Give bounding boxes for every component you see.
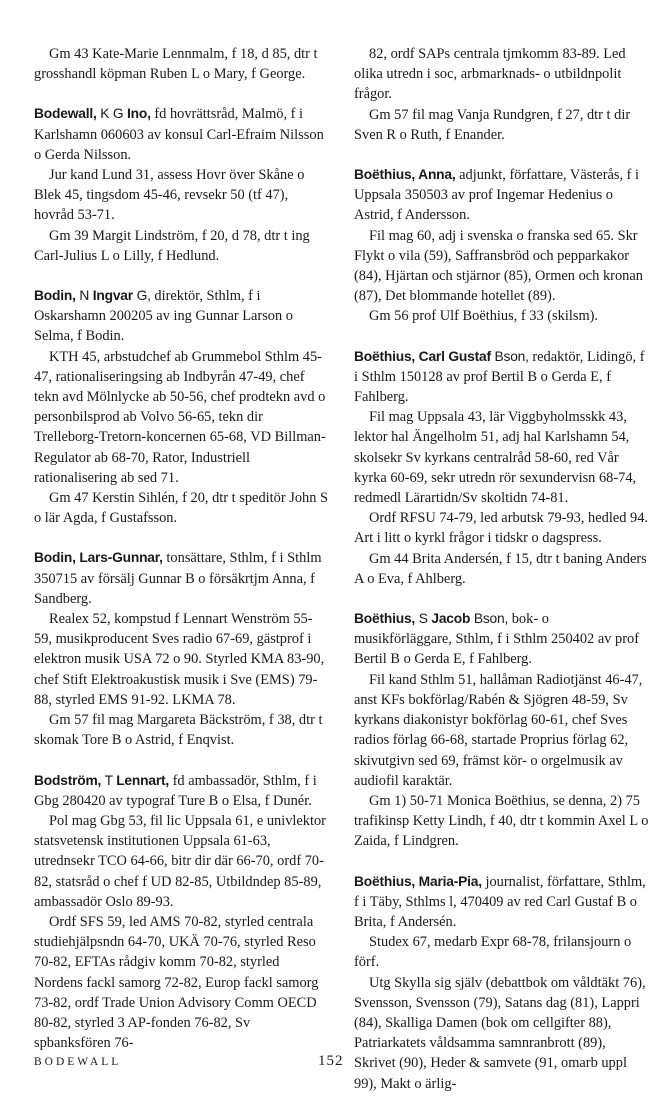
entry-paragraph: Gm 43 Kate-Marie Lennmalm, f 18, d 85, dtr t grosshandl köpman Ruben L o Mary, f George. (34, 46, 318, 83)
headword (354, 611, 508, 626)
entry-paragraph: Utg Skylla sig själv (debattbok om våldtäkt 76), Svensson, Svensson (79), Satans dag (81), Lappri (84), Skalliga Damen (bok om cellgifter 88), Patriarkatets våldsamma samnranbrott (89), Skrivet (90), Heder & samvete (91, omarb uppl 99), Makt o ärlig- (354, 974, 646, 1092)
headword-part: Boëthius, Anna, (354, 167, 456, 183)
entry-paragraph: Gm 44 Brita Andersén, f 15, dtr t baning Anders A o Eva, f Ahlberg. (354, 550, 647, 587)
entry-paragraph: 82, ordf SAPs centrala tjmkomm 83-89. Led olika utredn i soc, arbmarknads- o utbildnpolit frågor. (354, 46, 626, 103)
entry-heading-paragraph (34, 104, 330, 165)
headword-part: N (75, 288, 93, 304)
headword-part: S (415, 611, 432, 627)
entry-heading-paragraph (354, 165, 650, 226)
entry-paragraph: Realex 52, kompstud f Lennart Wenström 55-59, musikproducent Sves radio 67-69, gästprof i elektron musik USA 72 o 90. Styrled KMA 83-90, chef Stift Elektroakustisk musik i Sve (EMS) 79-88, styrled EMS 91-92. LKMA 78. (34, 611, 325, 708)
entry-boethius-maria-pia (354, 872, 650, 1094)
running-head: BODEWALL (34, 1056, 122, 1068)
entry-paragraph: Gm 1) 50-71 Monica Boëthius, se denna, 2) 75 trafikinsp Ketty Lindh, f 40, dtr t kommin Axel L o Zaida, f Lindgren. (354, 792, 649, 850)
entry-intro: direktör, Sthlm, f i Oskarshamn 200205 av ing Gunnar Larson o Selma, f Bodin. (34, 288, 293, 345)
headword-part: T (101, 772, 117, 788)
right-column (354, 44, 650, 1114)
headword-part: Bodin, (34, 288, 76, 304)
headword (34, 106, 151, 121)
headword-part: Bson, (490, 348, 529, 364)
entry-bodewall (34, 104, 330, 266)
headword-part: Bson, (470, 611, 509, 627)
entry-heading-paragraph (354, 347, 650, 408)
entry-paragraph: Studex 67, medarb Expr 68-78, frilansjourn o förf. (354, 934, 632, 971)
entry-bodstrom (34, 771, 330, 1054)
entry-paragraph: Gm 39 Margit Lindström, f 20, d 78, dtr t ing Carl-Julius L o Lilly, f Hedlund. (34, 227, 310, 264)
entry-paragraph: Jur kand Lund 31, assess Hovr över Skåne o Blek 45, tingsdom 45-46, revsekr 50 (tf 47), hovråd 53-71. (34, 167, 305, 224)
entry-boethius-carl-gustaf (354, 347, 650, 589)
entry-paragraph: KTH 45, arbstudchef ab Grummebol Sthlm 45-47, rationaliseringsing ab Indbyrån 47-49, chef tekn avd Mölnlycke ab 50-56, chef prodtekn avd o personbilsprod ab Volvo 56-65, tekn dir Trelleborg-Tretorn-koncernen 65-68, VD Billman-Regulator ab 68-70, Rator, Industriell rationalisering ab sed 71. (34, 348, 326, 486)
entry-bodin-lars-gunnar (34, 548, 330, 750)
entry-paragraph: Gm 56 prof Ulf Boëthius, f 33 (skilsm). (369, 308, 599, 325)
headword (34, 550, 163, 565)
headword (34, 288, 151, 303)
headword (34, 773, 169, 788)
entry-intro: fd hovrättsråd, Malmö, f i Karlshamn 060603 av konsul Carl-Efraim Nilsson o Gerda Nilsson. (34, 106, 324, 163)
headword-part: Bodewall, (34, 106, 97, 122)
headword-part: K G (96, 106, 128, 122)
headword-part: Bodström, (34, 772, 102, 788)
entry-lennmalm-continued (34, 44, 330, 84)
left-column (34, 44, 330, 1073)
headword-part: Bodin, Lars-Gunnar, (34, 550, 163, 566)
entry-bodin-ingvar (34, 286, 330, 528)
entry-paragraph: Gm 57 fil mag Margareta Bäckström, f 38, dtr t skomak Tore B o Astrid, f Enqvist. (34, 712, 323, 749)
headword (354, 874, 482, 889)
entry-intro: bok- o musikförläggare, Sthlm, f i Sthlm 250402 av prof Bertil B o Gerda E, f Fahlberg. (354, 611, 639, 668)
headword (354, 349, 529, 364)
entry-heading-paragraph (34, 771, 330, 811)
entry-paragraph: Gm 57 fil mag Vanja Rundgren, f 27, dtr t dir Sven R o Ruth, f Enander. (354, 106, 631, 143)
entry-paragraph: Fil kand Sthlm 51, hallåman Radiotjänst 46-47, anst KFs bokförlag/Rabén & Sjögren 48-59, Sv kyrkans diakonistyr bokförlag 60-61, chef Sves radios förlag 66-68, startade Proprius förlag 62, skivutgivn sed 69, främst kör- o orgelmusik av audiofil karaktär. (354, 671, 643, 789)
headword-part: G, (132, 288, 151, 304)
entry-paragraph: Ordf RFSU 74-79, led arbutsk 79-93, hedled 94. Art i litt o kyrkl frågor i tidskr o dagspress. (354, 510, 648, 547)
headword-part: Boëthius, Maria-Pia, (354, 873, 482, 889)
entry-paragraph: Fil mag Uppsala 43, lär Viggbyholmsskk 43, lektor hal Ängelholm 51, adj hal Karlshamn 54, skolsekr Sv kyrkans centralråd 58-60, red Vår kyrka 60-69, sekr utredn rör sexundervisn 68-74, redmedl Lärartidn/Sv skoltidn 74-81. (354, 409, 637, 507)
entry-intro: adjunkt, författare, Västerås, f i Uppsala 350503 av prof Ingemar Hedenius o Astrid, f Andersson. (354, 167, 640, 224)
headword-part: Lennart, (116, 772, 170, 788)
entry-bodstrom-continued (354, 44, 650, 145)
headword (354, 167, 456, 182)
headword-part: Boëthius, (354, 611, 416, 627)
entry-paragraph: Fil mag 60, adj i svenska o franska sed 65. Skr Flykt o vila (59), Saffransbröd och pepparkakor (84), Hjärtan och stjärnor (85), Ormen och kronan (87), Det blommande hotellet (89). (354, 227, 643, 305)
entry-intro: fd ambassadör, Sthlm, f i Gbg 280420 av typograf Ture B o Elsa, f Dunér. (34, 772, 317, 809)
entry-paragraph: Pol mag Gbg 53, fil lic Uppsala 61, e univlektor statsvetensk institutionen Uppsala 61-63, utrednsekr TCO 64-66, bitr dir där 66-70, ordf 70-82, statsråd o chef f UD 82-85, Utbildndep 85-89, ambassadör Oslo 89-93. (34, 812, 326, 910)
entry-boethius-anna (354, 165, 650, 327)
entry-intro: journalist, författare, Sthlm, f i Täby, Sthlms l, 470409 av red Carl Gustaf B o Brita, f Andersén. (354, 873, 646, 930)
headword-part: Jacob (431, 611, 471, 627)
entry-boethius-s-jacob (354, 609, 650, 851)
entry-paragraph: Gm 47 Kerstin Sihlén, f 20, dtr t speditör John S o lär Agda, f Gustafsson. (34, 490, 329, 527)
entry-heading-paragraph (354, 609, 650, 670)
page-number: 152 (318, 1053, 344, 1069)
headword-part: Boëthius, Carl Gustaf (354, 348, 491, 364)
headword-part: Ino, (127, 106, 151, 122)
entry-heading-paragraph (354, 872, 650, 933)
entry-paragraph: Ordf SFS 59, led AMS 70-82, styrled centrala studiehjälpsndn 64-70, UKÄ 70-76, styrled Reso 70-82, EFTAs rådgiv komm 70-82, styrled Nordens fackl samorg 72-82, Europ fackl samorg 73-82, ordf Trade Union Advisory Comm OECD 80-82, styrled 3 AP-fonden 76-82, Sv spbanksfören 76- (34, 913, 319, 1052)
headword-part: Ingvar (92, 288, 133, 304)
entry-intro: redaktör, Lidingö, f i Sthlm 150128 av prof Bertil B o Gerda E, f Fahlberg. (354, 348, 645, 406)
entry-heading-paragraph (34, 548, 330, 609)
entry-heading-paragraph (34, 286, 330, 347)
entry-intro: tonsättare, Sthlm, f i Sthlm 350715 av försälj Gunnar B o försäkrtjm Anna, f Sandberg. (34, 550, 322, 607)
